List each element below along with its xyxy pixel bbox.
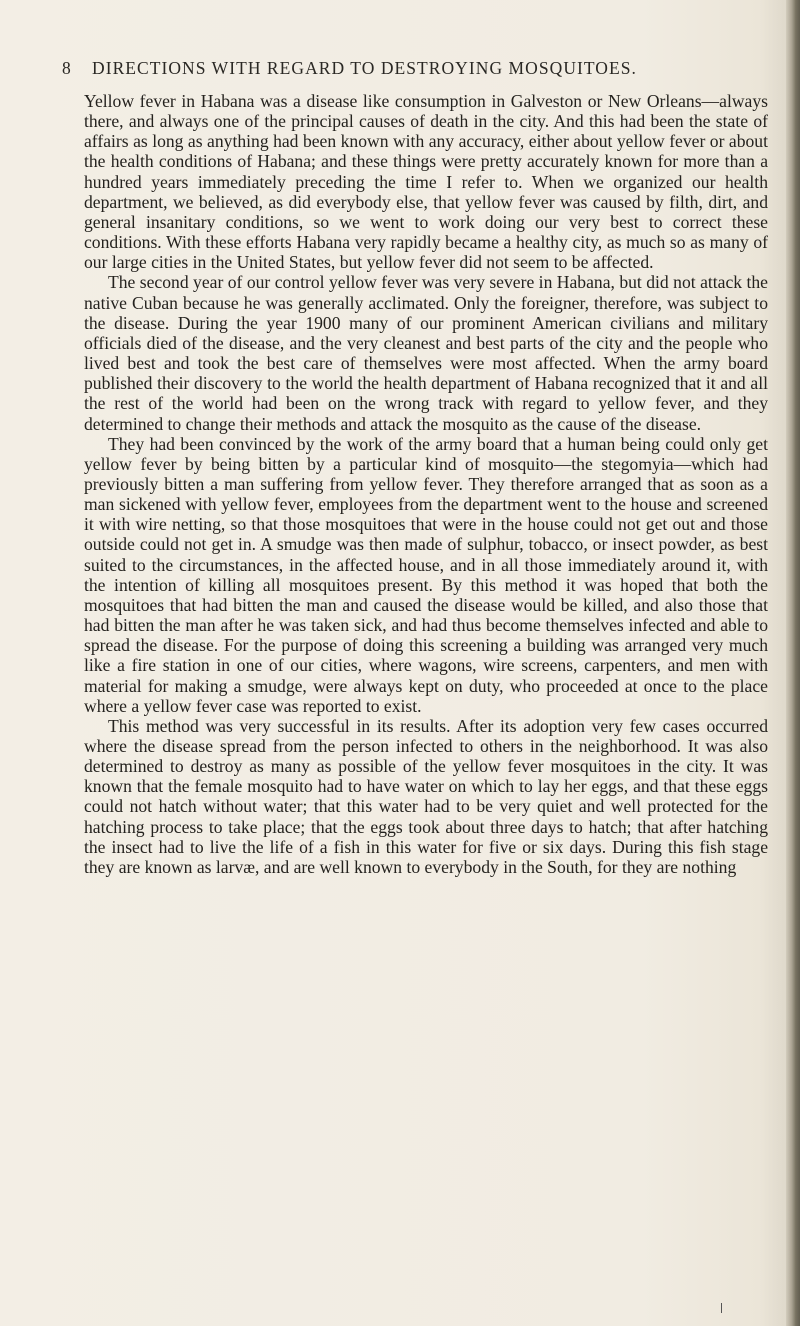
paragraph: This method was very successful in its results. After its adoption very few cases occurred where the disease spread from the person infected to others in the neighborhood. It was also determined to destroy as many as possible of the yellow fever mosquitoes in the city. It was known that the female mosquito had to have water on which to lay her eggs, and that these eggs could not hatch without water; that this water had to be very quiet and well protected for the hatching process to take place; that the eggs took about three days to hatch; that after hatching the insect had to live the life of a fish in this water for five or six days. During this fish stage they are known as larvæ, and are well known to everybody in the South, for they are nothing [84, 715, 768, 877]
page-number: 8 [62, 58, 72, 78]
body-text [84, 91, 768, 877]
print-mark [721, 1303, 722, 1313]
running-title: DIRECTIONS WITH REGARD TO DESTROYING MOSQUITOES. [92, 58, 637, 78]
running-header [62, 58, 742, 79]
paragraph: The second year of our control yellow fever was very severe in Habana, but did not attack the native Cuban because he was generally acclimated. Only the foreigner, therefore, was subject to the disease. During the year 1900 many of our prominent American civilians and military officials died of the disease, and the very cleanest and best parts of the city and the people who lived best and took the best care of themselves were most affected. When the army board published their discovery to the world the health department of Habana recognized that it and all the rest of the world had been on the wrong track with regard to yellow fever, and they determined to change their methods and attack the mosquito as the cause of the disease. [84, 272, 768, 434]
paragraph: They had been convinced by the work of the army board that a human being could only get yellow fever by being bitten by a particular kind of mosquito—the stegomyia—which had previously bitten a man suffering from yellow fever. They therefore arranged that as soon as a man sickened with yellow fever, employees from the department went to the house and screened it with wire netting, so that those mosquitoes that were in the house could not get out and those outside could not get in. A smudge was then made of sulphur, tobacco, or insect powder, as best suited to the circumstances, in the affected house, and in all those immediately around it, with the intention of killing all mosquitoes present. By this method it was hoped that both the mosquitoes that had bitten the man and caused the disease would be killed, and also those that had bitten the man after he was taken sick, and had thus become themselves infected and able to spread the disease. For the purpose of doing this screening a building was arranged very much like a fire station in one of our cities, where wagons, wire screens, carpenters, and men with material for making a smudge, were always kept on duty, who proceeded at once to the place where a yellow fever case was reported to exist. [84, 433, 768, 716]
page-edge-shadow [786, 0, 800, 1326]
paragraph: Yellow fever in Habana was a disease like consumption in Galveston or New Orleans—always there, and always one of the principal causes of death in the city. And this had been the state of affairs as long as anything had been known with any accuracy, either about yellow fever or about the health conditions of Habana; and these things were pretty accurately known for more than a hundred years immediately preceding the time I refer to. When we organized our health department, we believed, as did everybody else, that yellow fever was caused by filth, dirt, and general insanitary conditions, so we went to work doing our very best to correct these conditions. With these efforts Habana very rapidly became a healthy city, as much so as many of our large cities in the United States, but yellow fever did not seem to be affected. [84, 91, 768, 273]
